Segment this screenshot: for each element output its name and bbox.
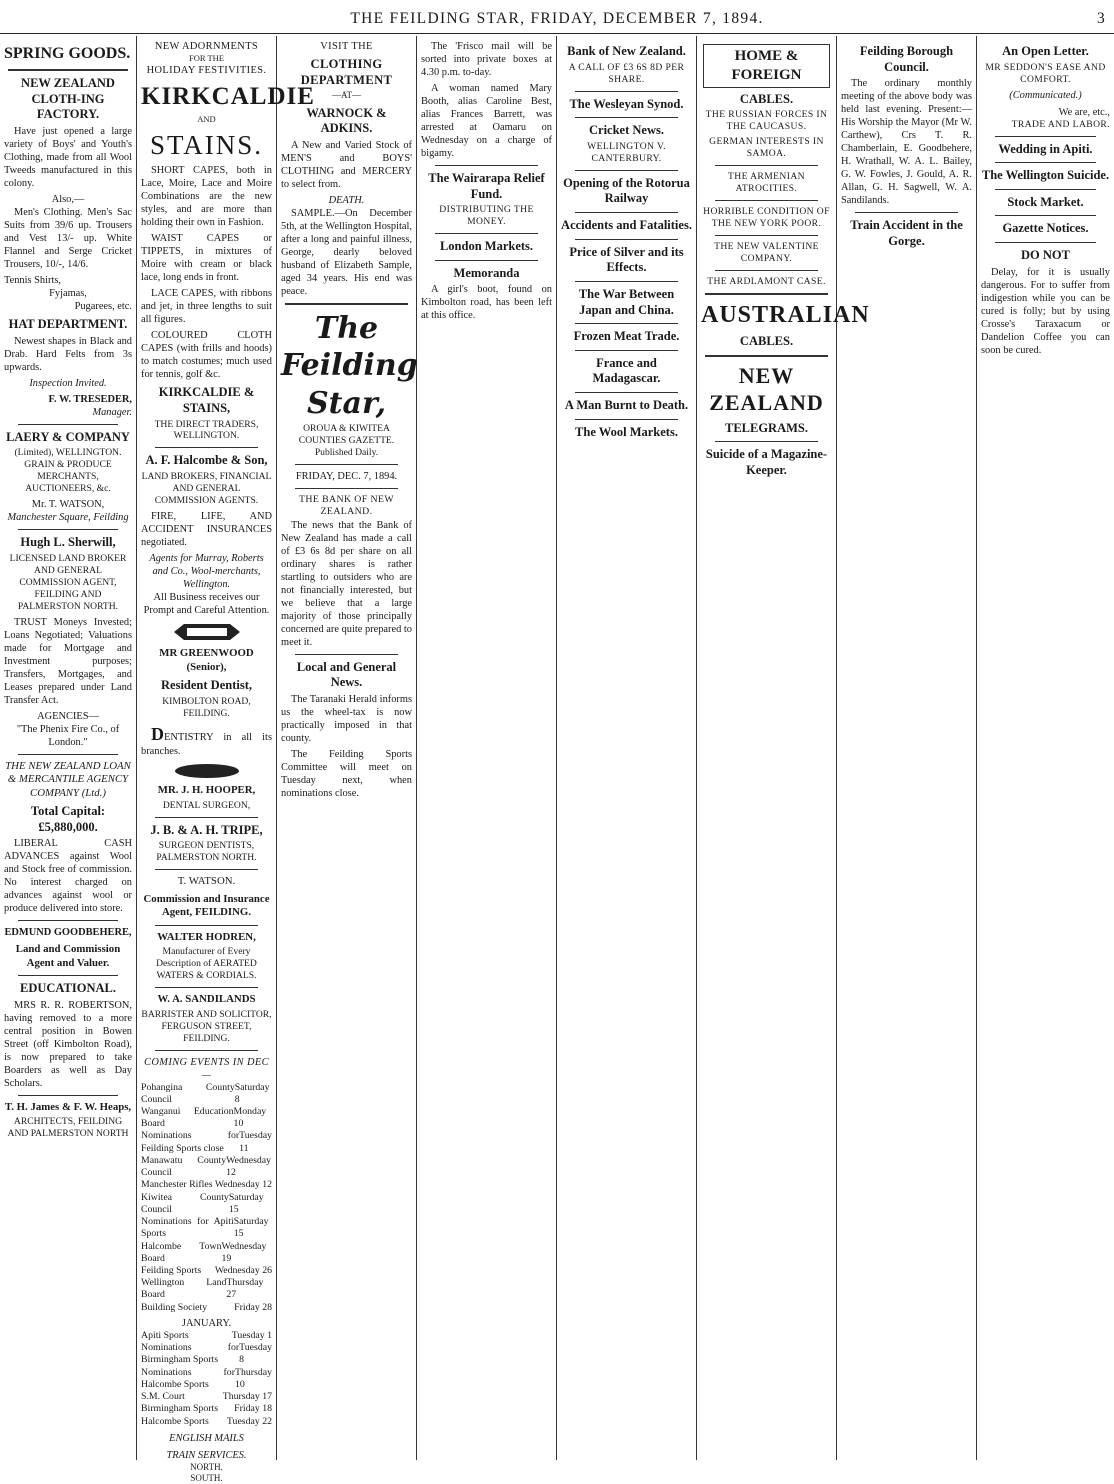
greenwood-name: MR GREENWOOD (Senior), — [159, 647, 254, 673]
divider — [155, 447, 258, 448]
home-foreign-cables: CABLES. — [739, 91, 794, 106]
issue-date: FRIDAY, DEC. 7, 1894. — [295, 471, 398, 483]
divider — [18, 975, 118, 976]
bigamy-item: A woman named Mary Booth, alias Caroline Best, alias Frances Barrett, was arrested at Oamaru on Wednesday on a charge of bigamy. — [421, 83, 552, 159]
divider — [155, 869, 258, 870]
column-6 — [697, 40, 870, 1460]
frisco-mail-item: The 'Frisco mail will be sorted into private boxes at 4.30 p.m. to-day. — [421, 41, 552, 78]
do-not-heading: DO NOT — [1021, 248, 1070, 263]
event-name: Building Society — [141, 1301, 208, 1313]
divider — [995, 136, 1096, 137]
event-name: Wanganui Education Board — [141, 1105, 234, 1130]
event-date: Tuesday 8 — [239, 1342, 272, 1366]
hugh-sherwill-heading: Hugh L. Sherwill, — [20, 535, 116, 550]
hugh-sherwill-sub: LICENSED LAND BROKER AND GENERAL COMMISSION AGENT, FEILDING AND PALMERSTON NORTH. — [9, 552, 127, 612]
memoranda-heading: Memoranda — [453, 265, 520, 280]
divider — [995, 162, 1096, 163]
death-notice: SAMPLE.—On December 5th, at the Wellington Hospital, after a long and painful illness, George, dearly beloved husband of Elizabeth Sample, aged 34 years. His end was peace. — [281, 207, 412, 297]
pugarees: Pugarees, etc. — [74, 300, 132, 312]
also-label: Also,— — [51, 193, 85, 205]
communicated-label: (Communicated.) — [1009, 89, 1082, 101]
page-number: 3 — [1096, 10, 1106, 27]
for-the: FOR THE — [188, 53, 225, 63]
local-general-item: The Taranaki Herald informs us the wheel-tax is now practically imposed in that county. — [281, 693, 412, 744]
event-row — [141, 1192, 272, 1216]
and-label: AND — [197, 113, 216, 124]
divider — [705, 293, 828, 295]
cricket-sub: WELLINGTON V. CANTERBURY. — [587, 140, 666, 164]
memoranda-item: A girl's boot, found on Kimbolton road, has been left at this office. — [421, 284, 552, 322]
sandilands-sub: BARRISTER AND SOLICITOR, FERGUSON STREET, FEILDING. — [141, 1008, 272, 1044]
wairarapa-sub: DISTRIBUTING THE MONEY. — [439, 204, 534, 228]
laery-company-heading: LAERY & COMPANY — [6, 429, 130, 444]
borough-council-body: The ordinary monthly meeting of the above body was held last evening. Present:—His Worship the Mayor (Mr W. Carthew), Crs T. R. Chamberlain, E. Goodbehere, H. Wrathall, W. A. L. Bailey, G. W. Fowles, J. Gould, A. R. Allan, G. H. Sagwell, W. A. Sandilands. — [841, 78, 972, 207]
event-row — [141, 1082, 272, 1106]
tennis-shirts: Tennis Shirts, — [4, 274, 62, 286]
divider — [715, 235, 818, 236]
column-7 — [837, 40, 976, 1460]
open-letter-closing: We are, etc., — [1058, 106, 1110, 118]
divider — [715, 200, 818, 201]
commission-agent-heading: Commission and Insurance Agent, FEILDING. — [143, 892, 270, 919]
australian-heading: AUSTRALIAN — [701, 301, 870, 328]
masthead — [0, 6, 1114, 34]
nz-cloth-title: NEW ZEALAND CLOTH-ING FACTORY. — [21, 76, 115, 122]
burnt-heading: A Man Burnt to Death. — [564, 398, 689, 413]
do-not-body: Delay, for it is usually dangerous. For to suffer from indigestion while you can be cured is folly; but by using Crosse's Taraxacum or Dandelion Coffee you can soon be cured. — [981, 266, 1110, 356]
watson-name: Mr. T. WATSON, — [31, 499, 105, 511]
event-name: Wellington Land Board — [141, 1277, 227, 1301]
divider — [575, 350, 678, 351]
divider — [575, 281, 678, 282]
cable-new-york: HORRIBLE CONDITION OF THE NEW YORK POOR. — [703, 206, 830, 230]
kimbolton-road: KIMBOLTON ROAD, FEILDING. — [162, 695, 251, 719]
direct-traders-sub: THE DIRECT TRADERS, WELLINGTON. — [154, 418, 259, 442]
resident-dentist: Resident Dentist, — [161, 678, 252, 693]
wedding-heading: Wedding in Apiti. — [998, 141, 1093, 156]
wairarapa-heading: The Wairarapa Relief Fund. — [428, 171, 545, 201]
divider — [575, 212, 678, 213]
divider — [295, 654, 398, 655]
divider — [155, 1050, 258, 1051]
divider — [575, 323, 678, 324]
event-date: Saturday 8 — [234, 1081, 270, 1105]
divider — [435, 233, 538, 234]
divider — [705, 355, 828, 357]
divider — [575, 392, 678, 393]
fire-insurance-text: FIRE, LIFE, AND ACCIDENT INSURANCES negotiated. — [141, 511, 272, 549]
goodbehere-name: EDMUND GOODBEHERE, — [4, 927, 132, 939]
laery-company-sub: (Limited), WELLINGTON. GRAIN & PRODUCE MERCHANTS, AUCTIONEERS, &c. — [14, 447, 122, 495]
inspection-invited: Inspection Invited. — [29, 377, 107, 389]
event-row — [141, 1391, 272, 1403]
event-row — [141, 1130, 272, 1154]
divider — [855, 212, 958, 213]
open-letter-signature: TRADE AND LABOR. — [1011, 118, 1110, 130]
open-letter-heading: An Open Letter. — [1002, 44, 1089, 58]
cable-ardlamont: THE ARDLAMONT CASE. — [707, 275, 826, 287]
events-list — [141, 1082, 272, 1314]
stains-title: STAINS. — [149, 129, 264, 160]
spring-goods-heading: SPRING GOODS. — [4, 45, 131, 62]
divider — [155, 987, 258, 988]
column-4 — [417, 40, 556, 1460]
event-name: Birmingham Sports — [141, 1403, 219, 1415]
halcombe-heading: A. F. Halcombe & Son, — [145, 453, 268, 468]
event-row — [141, 1416, 272, 1428]
event-name: Nominations for Apiti Sports — [141, 1216, 234, 1240]
local-general-heading: Local and General News. — [296, 659, 397, 690]
local-general-item: The Feilding Sports Committee will meet on Tuesday next, when nominations close. — [281, 748, 412, 799]
train-south-label: SOUTH. — [190, 1473, 223, 1484]
bank-leader-heading: THE BANK OF NEW ZEALAND. — [299, 494, 394, 518]
dentistry-text: DENTISTRY in all its branches. — [141, 723, 272, 758]
event-date: Tuesday 11 — [239, 1130, 272, 1154]
event-date: Wednesday 12 — [226, 1154, 272, 1179]
cable-russian: THE RUSSIAN FORCES IN THE CAUCASUS. — [705, 109, 828, 133]
sandilands-name: W. A. SANDILANDS — [157, 993, 256, 1006]
kirkcaldie-stains-sign: KIRKCALDIE & STAINS, — [158, 385, 255, 415]
column-2 — [137, 40, 315, 1484]
trust-moneys-text: TRUST Moneys Invested; Loans Negotiated; Valuations made for Mortgage and Investment purposes; Transfers, Mortgages, and Leases prepared under Land Transfer Act. — [4, 616, 132, 706]
tripe-heading: J. B. & A. H. TRIPE, — [150, 822, 263, 837]
new-adornments: NEW ADORNMENTS — [154, 41, 259, 52]
divider — [715, 441, 818, 442]
visit-the: VISIT THE — [320, 41, 373, 52]
cable-armenian: THE ARMENIAN ATROCITIES. — [727, 171, 805, 195]
divider — [715, 270, 818, 271]
home-foreign-heading: HOME & FOREIGN — [731, 48, 802, 83]
business-text: All Business receives our Prompt and Careful Attention. — [143, 592, 270, 617]
frozen-meat-heading: Frozen Meat Trade. — [573, 329, 680, 344]
divider — [18, 1095, 118, 1096]
hooper-sub: DENTAL SURGEON, — [162, 799, 251, 811]
divider — [435, 165, 538, 166]
france-heading: France and Madagascar. — [592, 355, 661, 386]
feilding-star-title: The Feilding Star, — [281, 310, 418, 421]
bnz-heading: Bank of New Zealand. — [567, 44, 686, 58]
divider — [995, 189, 1096, 190]
clothing-department: CLOTHING DEPARTMENT — [300, 57, 393, 87]
event-name: Apiti Sports — [141, 1329, 189, 1341]
event-name: Feilding Sports — [141, 1265, 202, 1277]
event-date: Thursday 17 — [222, 1391, 272, 1403]
nz-cloth-body: Have just opened a large variety of Boys' and Youth's Clothing, made from all Wool Tweeds manufactured in this colony. — [4, 125, 132, 189]
hooper-name: MR. J. H. HOOPER, — [157, 784, 256, 797]
event-name: Manchester Rifles — [141, 1179, 213, 1191]
wellington-suicide-heading: The Wellington Suicide. — [981, 168, 1110, 183]
cash-advances-text: LIBERAL CASH ADVANCES against Wool and Stock free of commission. No interest charged on advances against wool or produce delivered into store. — [4, 838, 132, 915]
land-agent-label: Land and Commission Agent and Valuer. — [15, 943, 121, 969]
watson-role: Manchester Square, Feilding — [7, 512, 129, 524]
divider — [18, 754, 118, 755]
divider — [155, 925, 258, 926]
warnock-body: A New and Varied Stock of MEN'S and BOYS' CLOTHING and MERCERY to select from. — [281, 139, 412, 190]
death-heading: DEATH. — [328, 194, 365, 206]
divider — [575, 91, 678, 92]
train-services-heading: TRAIN SERVICES. — [166, 1449, 247, 1461]
suicide-heading: Suicide of a Magazine-Keeper. — [705, 447, 828, 477]
cable-valentine: THE NEW VALENTINE COMPANY. — [714, 241, 819, 264]
home-foreign-banner — [703, 44, 830, 88]
column-1 — [0, 40, 136, 1460]
event-date: Wednesday 19 — [221, 1240, 267, 1264]
gazette-notices-heading: Gazette Notices. — [1002, 221, 1089, 236]
mens-clothing-text: Men's Clothing. Men's Sac Suits from 39/6 up. Trousers and Vest 13/- up. White Flannel and Serge Cricket Trousers, 10/-, 14/6. — [4, 206, 132, 270]
event-date: Friday 28 — [234, 1301, 272, 1313]
holiday-festivities: HOLIDAY FESTIVITIES. — [146, 64, 267, 76]
halcombe-sub: LAND BROKERS, FINANCIAL AND GENERAL COMMISSION AGENTS. — [141, 471, 272, 507]
masthead-title: THE FEILDING STAR, FRIDAY, DECEMBER 7, 1894. — [350, 10, 764, 27]
stock-market-heading: Stock Market. — [1007, 194, 1084, 209]
column-8 — [977, 40, 1114, 1460]
nz-telegrams: TELEGRAMS. — [724, 420, 808, 435]
new-zealand-heading: NEW ZEALAND — [709, 362, 824, 416]
phenix-fire-agency: "The Phenix Fire Co., of London." — [16, 723, 120, 748]
london-markets-heading: London Markets. — [439, 239, 534, 254]
event-date: Thursday 27 — [226, 1277, 264, 1301]
hat-department-body: Newest shapes in Black and Drab. Hard Felts from 3s upwards. — [4, 335, 132, 373]
pyjamas: Fyjamas, — [49, 287, 87, 299]
educational-heading: EDUCATIONAL. — [20, 981, 116, 996]
bnz-sub: A CALL OF £3 6S 8D PER SHARE. — [568, 61, 685, 85]
event-name: S.M. Court — [141, 1391, 185, 1403]
coloured-capes-text: COLOURED CLOTH CAPES (with frills and hoods) to match costumes; much used for tennis, golf &c. — [141, 330, 272, 381]
event-row — [141, 1403, 272, 1415]
column-5 — [557, 40, 696, 1460]
event-row — [141, 1216, 272, 1240]
event-date: Monday 10 — [233, 1105, 267, 1130]
divider — [575, 239, 678, 240]
rotorua-heading: Opening of the Rotorua Railway — [563, 175, 690, 206]
event-row — [141, 1265, 272, 1277]
kirkcaldie-title: KIRKCALDIE — [141, 82, 315, 110]
january-heading: JANUARY. — [181, 1317, 232, 1329]
divider — [285, 303, 408, 305]
silver-heading: Price of Silver and its Effects. — [569, 244, 684, 275]
event-row — [141, 1155, 272, 1179]
event-name: Halcombe Sports — [141, 1415, 209, 1427]
divider — [8, 69, 128, 71]
manager-label: Manager. — [92, 406, 132, 418]
feilding-star-sub: OROUA & KIWITEA COUNTIES GAZETTE. Published Daily. — [298, 423, 395, 459]
event-row — [141, 1367, 272, 1391]
event-date: Wednesday 26 — [214, 1265, 272, 1277]
divider — [575, 170, 678, 171]
hodren-sub: Manufacturer of Every Description of AERATED WATERS & CORDIALS. — [156, 946, 257, 982]
coming-events-heading: COMING EVENTS IN DEC— — [144, 1056, 269, 1081]
event-name: Pohangina County Council — [141, 1081, 235, 1105]
war-heading: The War Between Japan and China. — [578, 286, 675, 317]
event-row — [141, 1106, 272, 1130]
event-name: Nominations for Feilding Sports close — [141, 1130, 240, 1154]
event-row — [141, 1302, 272, 1314]
wesleyan-heading: The Wesleyan Synod. — [569, 96, 684, 111]
event-name: Kiwitea County Council — [141, 1191, 229, 1215]
divider — [715, 165, 818, 166]
divider — [995, 242, 1096, 243]
divider — [435, 260, 538, 261]
divider — [575, 419, 678, 420]
total-capital: Total Capital: £5,880,000. — [30, 804, 106, 834]
decorative-banner-icon — [172, 762, 242, 780]
event-date: Wednesday 12 — [214, 1179, 272, 1191]
divider — [295, 488, 398, 489]
divider — [18, 920, 118, 921]
short-capes-text: SHORT CAPES, both in Lace, Moire, Lace and Moire Combinations are the new styles, and are more than holding their own in Fashion. — [141, 165, 272, 229]
robertson-notice: MRS R. R. ROBERTSON, having removed to a more central position in Bowen Street (off Kimbolton Road), is now prepared to take Boarders as well as Day Scholars. — [4, 999, 132, 1089]
event-name: Manawatu County Council — [141, 1154, 227, 1179]
borough-council-heading: Feilding Borough Council. — [859, 44, 954, 74]
event-date: Friday 18 — [234, 1403, 272, 1415]
at-label: —AT— — [332, 90, 361, 101]
accidents-heading: Accidents and Fatalities. — [561, 218, 692, 233]
dentist-banner-icon — [172, 621, 242, 643]
agents-for-text: Agents for Murray, Roberts and Co., Wool-merchants, Wellington. — [149, 553, 264, 591]
event-row — [141, 1179, 272, 1191]
lace-capes-text: LACE CAPES, with ribbons and jet, in three lengths to suit all figures. — [141, 288, 272, 326]
event-row — [141, 1277, 272, 1301]
january-events-list — [141, 1330, 272, 1428]
nz-loan-heading: THE NEW ZEALAND LOAN & MERCANTILE AGENCY COMPANY (Ltd.) — [5, 759, 131, 799]
event-name: Nominations for Halcombe Sports — [141, 1366, 235, 1390]
event-row — [141, 1330, 272, 1342]
agencies-label: AGENCIES— — [37, 710, 99, 722]
english-mails-heading: ENGLISH MAILS — [169, 1432, 244, 1444]
divider — [575, 117, 678, 118]
treseder-signature: F. W. TRESEDER, — [48, 393, 132, 405]
event-date: Saturday 15 — [228, 1191, 264, 1215]
event-date: Thursday 10 — [234, 1366, 272, 1390]
divider — [995, 215, 1096, 216]
tripe-sub: SURGEON DENTISTS, PALMERSTON NORTH. — [156, 840, 257, 864]
hat-department-heading: HAT DEPARTMENT. — [8, 316, 128, 331]
event-date: Tuesday 1 — [231, 1329, 272, 1341]
train-accident-heading: Train Accident in the Gorge. — [850, 218, 963, 248]
divider — [18, 424, 118, 425]
wool-markets-heading: The Wool Markets. — [575, 424, 678, 439]
event-row — [141, 1241, 272, 1265]
hodren-name: WALTER HODREN, — [157, 930, 256, 943]
column-3 — [277, 40, 416, 1460]
divider — [155, 817, 258, 818]
warnock-adkins: WARNOCK & ADKINS. — [306, 105, 387, 136]
bank-leader-body: The news that the Bank of New Zealand has made a call of £3 6s 8d per share on all ordinary shares is rather startling to outsiders who are not financially interested, but we believe that a large majority of those principally concerned are quite prepared to meet it. — [281, 519, 412, 648]
divider — [18, 529, 118, 530]
open-letter-sub: MR SEDDON'S EASE AND COMFORT. — [985, 61, 1106, 85]
architects-names: T. H. James & F. W. Heaps, — [4, 1100, 132, 1113]
train-north-label: NORTH. — [190, 1461, 223, 1472]
tw-watson-name: T. WATSON. — [177, 875, 236, 888]
event-row — [141, 1342, 272, 1366]
architects-sub: ARCHITECTS, FEILDING AND PALMERSTON NORTH — [7, 1116, 129, 1140]
waist-capes-text: WAIST CAPES or TIPPETS, in mixtures of Moire with cream or black lace, long ends in front. — [141, 233, 272, 284]
divider — [295, 464, 398, 465]
cable-german: GERMAN INTERESTS IN SAMOA. — [709, 136, 824, 160]
cricket-heading: Cricket News. — [589, 123, 664, 138]
event-name: Nominations for Birmingham Sports — [141, 1342, 240, 1366]
event-date: Saturday 15 — [233, 1216, 269, 1240]
australian-cables: CABLES. — [739, 333, 794, 348]
event-date: Tuesday 22 — [226, 1415, 272, 1427]
event-name: Halcombe Town Board — [141, 1240, 222, 1264]
